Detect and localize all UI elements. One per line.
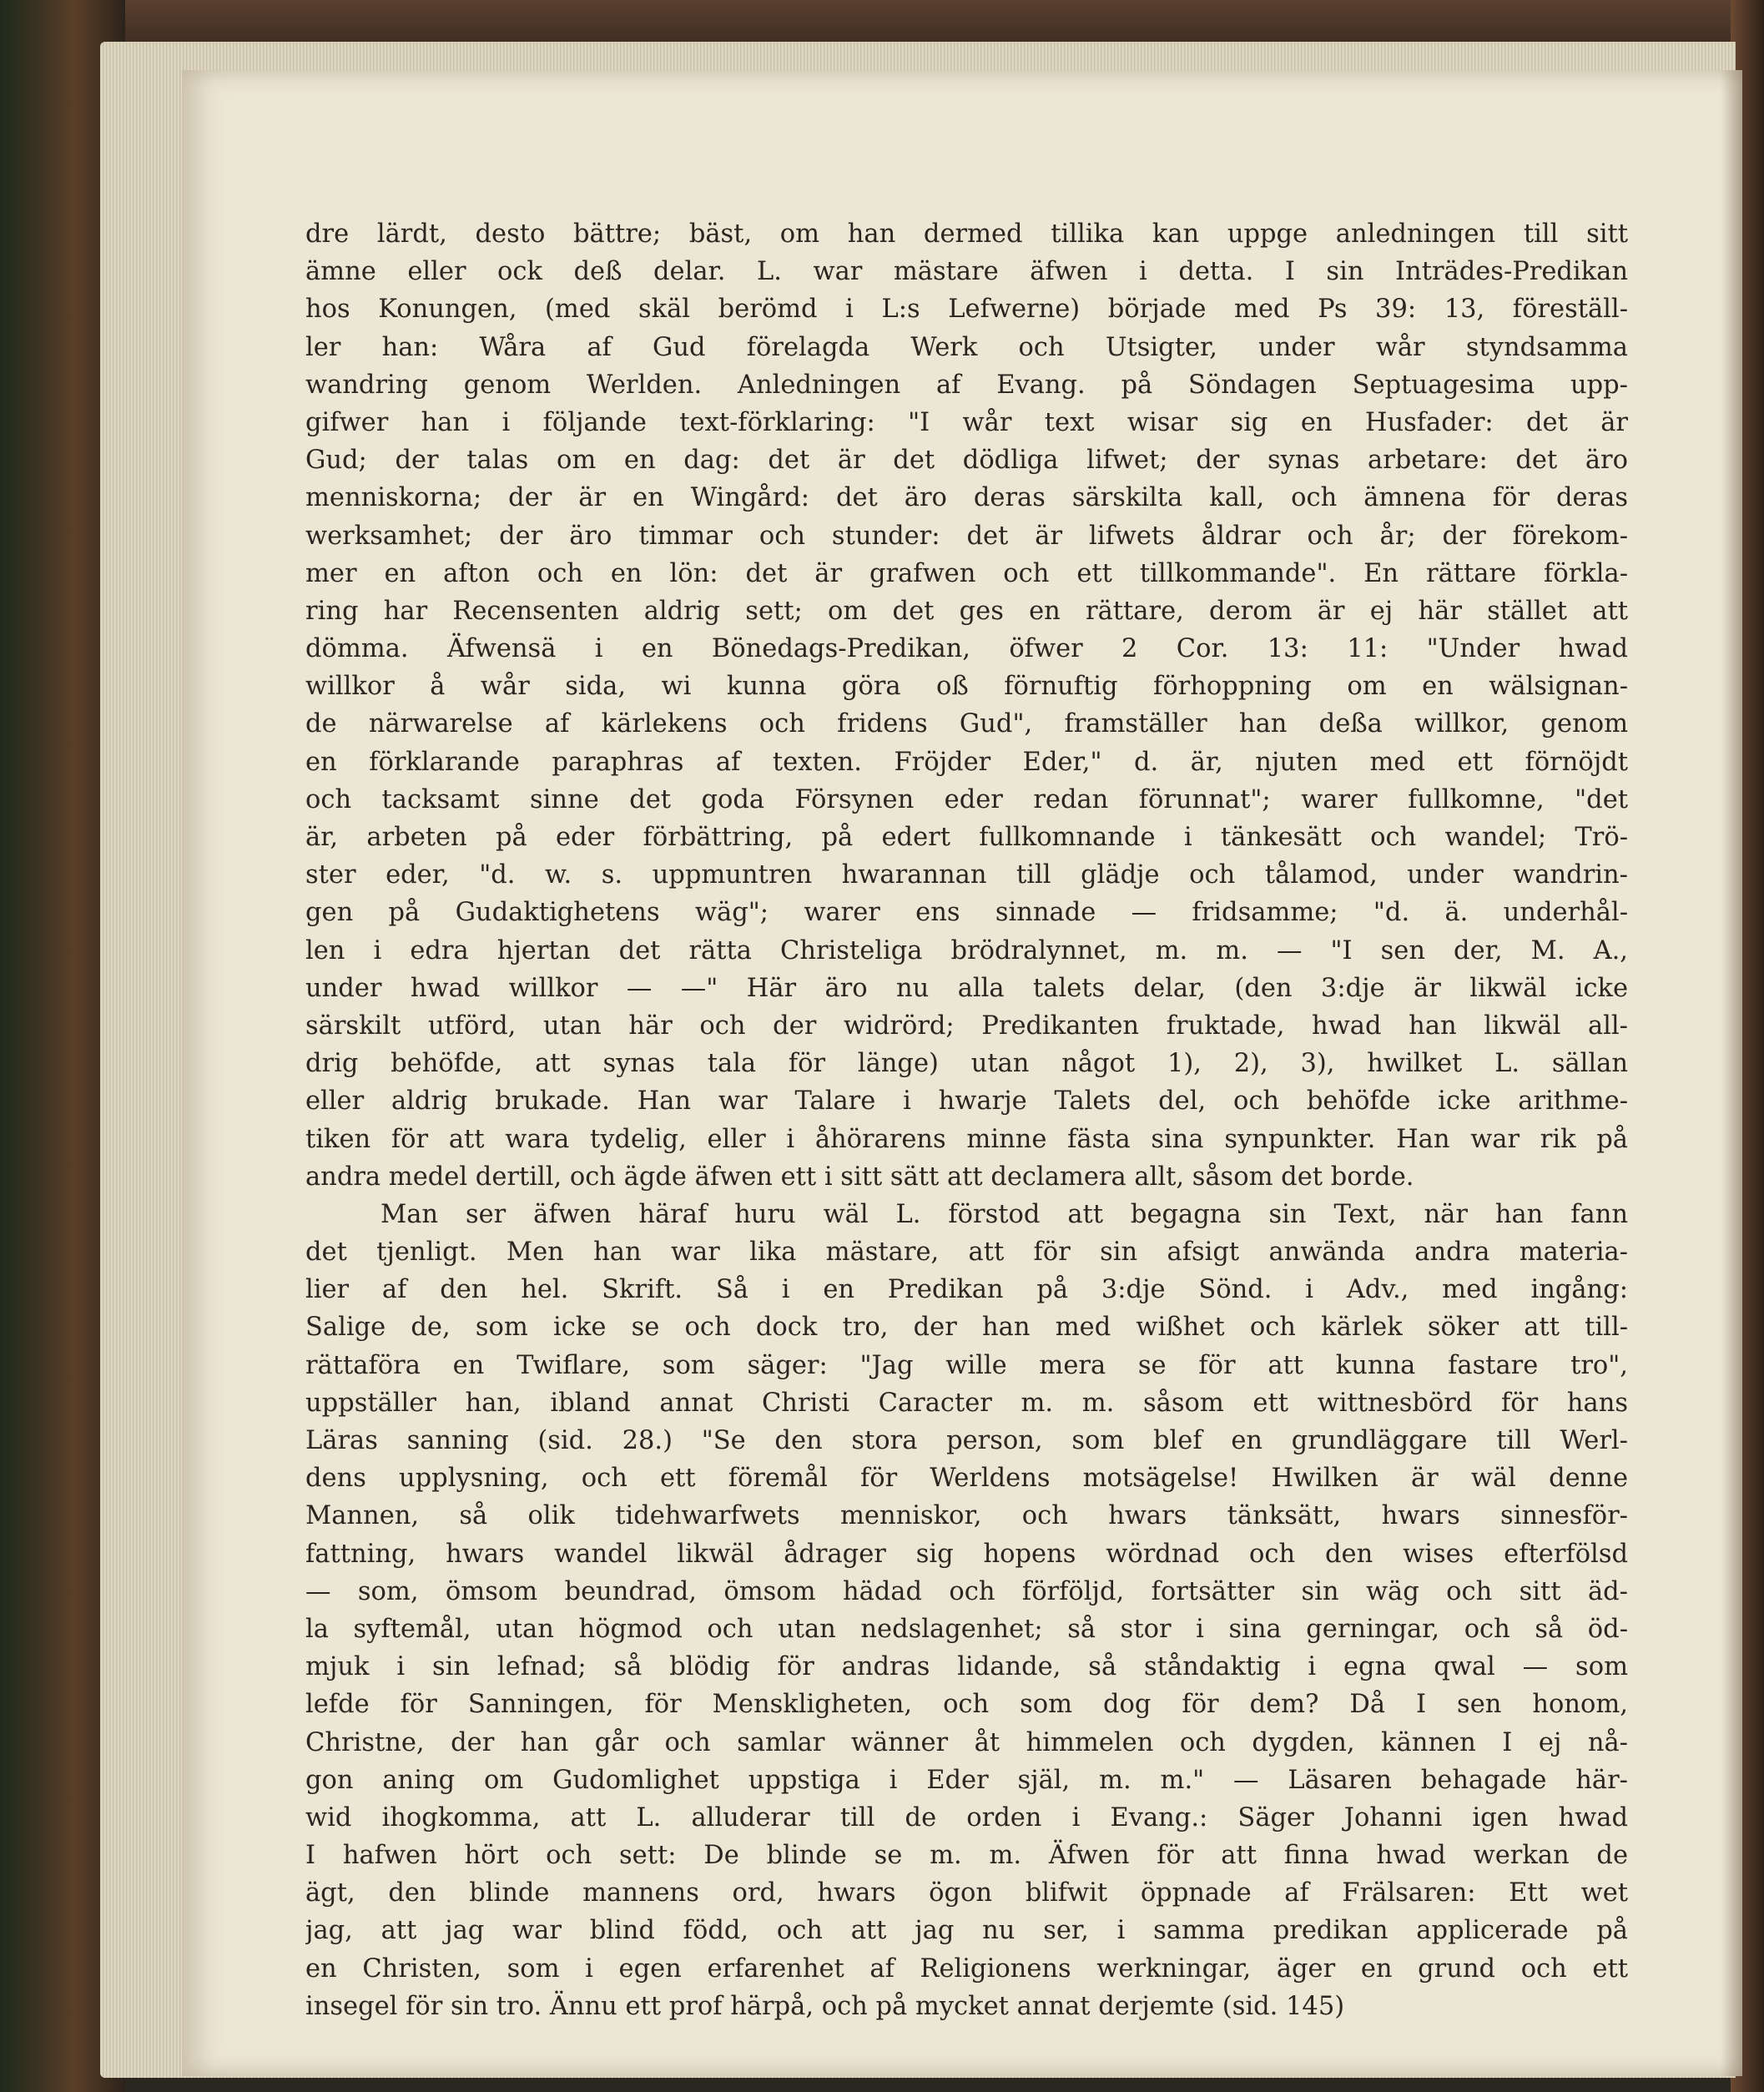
- text-line: ring har Recensenten aldrig sett; om det ges en rättare, derom är ej här stället att: [305, 596, 1628, 626]
- text-line: wandring genom Werlden. Anledningen af Evang. på Söndagen Septuagesima upp-: [305, 370, 1628, 400]
- text-line: fattning, hwars wandel likwäl ådrager sig hopens wördnad och den wises efterfölsd: [305, 1539, 1628, 1569]
- text-line: Man ser äfwen häraf huru wäl L. förstod att begagna sin Text, när han fann: [381, 1199, 1628, 1229]
- text-line: I hafwen hört och sett: De blinde se m. m. Äfwen för att finna hwad werkan de: [305, 1841, 1628, 1871]
- text-line: gen på Gudaktighetens wäg"; warer ens sinnade — fridsamme; "d. ä. underhål-: [305, 898, 1628, 928]
- page-gutter: [1721, 70, 1742, 2076]
- text-line: len i edra hjertan det rätta Christeliga brödralynnet, m. m. — "I sen der, M. A.,: [305, 935, 1628, 965]
- text-line: ämne eller ock deß delar. L. war mästare äfwen i detta. I sin Inträdes-Predikan: [305, 257, 1628, 287]
- text-line: dre lärdt, desto bättre; bäst, om han dermed tillika kan uppge anledningen till sitt: [305, 219, 1628, 249]
- text-line: werksamhet; der äro timmar och stunder: det är lifwets åldrar och år; der förekom-: [305, 521, 1628, 551]
- text-line: ägt, den blinde mannens ord, hwars ögon blifwit öppnade af Frälsaren: Ett wet: [305, 1878, 1628, 1908]
- text-line: dömma. Äfwensä i en Bönedags-Predikan, öfwer 2 Cor. 13: 11: "Under hwad: [305, 634, 1628, 664]
- text-line: la syftemål, utan högmod och utan nedslagenhet; så stor i sina gerningar, och så öd-: [305, 1614, 1628, 1644]
- text-line: en Christen, som i egen erfarenhet af Religionens werkningar, äger en grund och ett: [305, 1953, 1628, 1984]
- text-line: lefde för Sanningen, för Menskligheten, och som dog för dem? Då I sen honom,: [305, 1690, 1628, 1720]
- text-line: — som, ömsom beundrad, ömsom hädad och förföljd, fortsätter sin wäg och sitt äd-: [305, 1576, 1628, 1606]
- book-page: [182, 70, 1742, 2076]
- text-line: dens upplysning, och ett föremål för Werldens motsägelse! Hwilken är wäl denne: [305, 1464, 1628, 1494]
- text-line: en förklarande paraphras af texten. Fröjder Eder," d. är, njuten med ett förnöjdt: [305, 747, 1628, 777]
- text-line: gon aning om Gudomlighet uppstiga i Eder själ, m. m." — Läsaren behagade här-: [305, 1765, 1628, 1795]
- text-line: är, arbeten på eder förbättring, på edert fullkomnande i tänkesätt och wandel; Trö-: [305, 823, 1628, 852]
- text-line: jag, att jag war blind född, och att jag nu ser, i samma predikan applicerade på: [305, 1916, 1628, 1946]
- text-line: Mannen, så olik tidehwarfwets menniskor, och hwars tänksätt, hwars sinnesför-: [305, 1501, 1628, 1531]
- text-line: mer en afton och en lön: det är grafwen och ett tillkommande". En rättare förkla-: [305, 558, 1628, 588]
- text-line: ster eder, "d. w. s. uppmuntren hwarannan till glädje och tålamod, under wandrin-: [305, 860, 1628, 890]
- text-line: uppställer han, ibland annat Christi Caracter m. m. såsom ett wittnesbörd för hans: [305, 1388, 1628, 1418]
- text-line: det tjenligt. Men han war lika mästare, att för sin afsigt anwända andra materia-: [305, 1238, 1628, 1268]
- text-line: rättaföra en Twiflare, som säger: "Jag wille mera se för att kunna fastare tro",: [305, 1350, 1628, 1380]
- text-line: willkor å wår sida, wi kunna göra oß förnuftig förhoppning om en wälsignan-: [305, 672, 1628, 702]
- text-line: Gud; der talas om en dag: det är det dödliga lifwet; der synas arbetare: det äro: [305, 446, 1628, 476]
- text-line: under hwad willkor — —" Här äro nu alla talets delar, (den 3:dje är likwäl icke: [305, 973, 1628, 1003]
- text-line: Läras sanning (sid. 28.) "Se den stora person, som blef en grundläggare till Werl-: [305, 1426, 1628, 1455]
- text-line: andra medel dertill, och ägde äfwen ett i sitt sätt att declamera allt, såsom det borde.: [305, 1162, 1414, 1192]
- text-line: Christne, der han går och samlar wänner åt himmelen och dygden, kännen I ej nå-: [305, 1727, 1628, 1757]
- body-text: [305, 215, 1628, 2025]
- text-line: drig behöfde, att synas tala för länge) utan något 1), 2), 3), hwilket L. sällan: [305, 1049, 1628, 1079]
- text-line: hos Konungen, (med skäl berömd i L:s Lefwerne) började med Ps 39: 13, föreställ-: [305, 295, 1628, 325]
- text-line: tiken för att wara tydelig, eller i åhörarens minne fästa sina synpunkter. Han war rik på: [305, 1124, 1628, 1154]
- text-line: menniskorna; der är en Wingård: det äro deras särskilta kall, och ämnena för deras: [305, 483, 1628, 513]
- text-line: mjuk i sin lefnad; så blödig för andras lidande, så ståndaktig i egna qwal — som: [305, 1652, 1628, 1682]
- text-line: gifwer han i följande text-förklaring: "I wår text wisar sig en Husfader: det är: [305, 407, 1628, 437]
- text-line: Salige de, som icke se och dock tro, der han med wißhet och kärlek söker att till-: [305, 1313, 1628, 1343]
- text-line: lier af den hel. Skrift. Så i en Predikan på 3:dje Sönd. i Adv., med ingång:: [305, 1275, 1628, 1305]
- text-line: särskilt utförd, utan här och der widrörd; Predikanten fruktade, hwad han likwäl all-: [305, 1011, 1628, 1041]
- text-line: de närwarelse af kärlekens och fridens Gud", framställer han deßa willkor, genom: [305, 709, 1628, 739]
- text-line: ler han: Wåra af Gud förelagda Werk och Utsigter, under wår styndsamma: [305, 332, 1628, 362]
- text-line: wid ihogkomma, att L. alluderar till de orden i Evang.: Säger Johanni igen hwad: [305, 1802, 1628, 1832]
- text-line: och tacksamt sinne det goda Försynen eder redan förunnat"; warer fullkomne, "det: [305, 784, 1628, 814]
- text-line: insegel för sin tro. Ännu ett prof härpå, och på mycket annat derjemte (sid. 145): [305, 1991, 1345, 2021]
- text-line: eller aldrig brukade. Han war Talare i hwarje Talets del, och behöfde icke arithme-: [305, 1086, 1628, 1117]
